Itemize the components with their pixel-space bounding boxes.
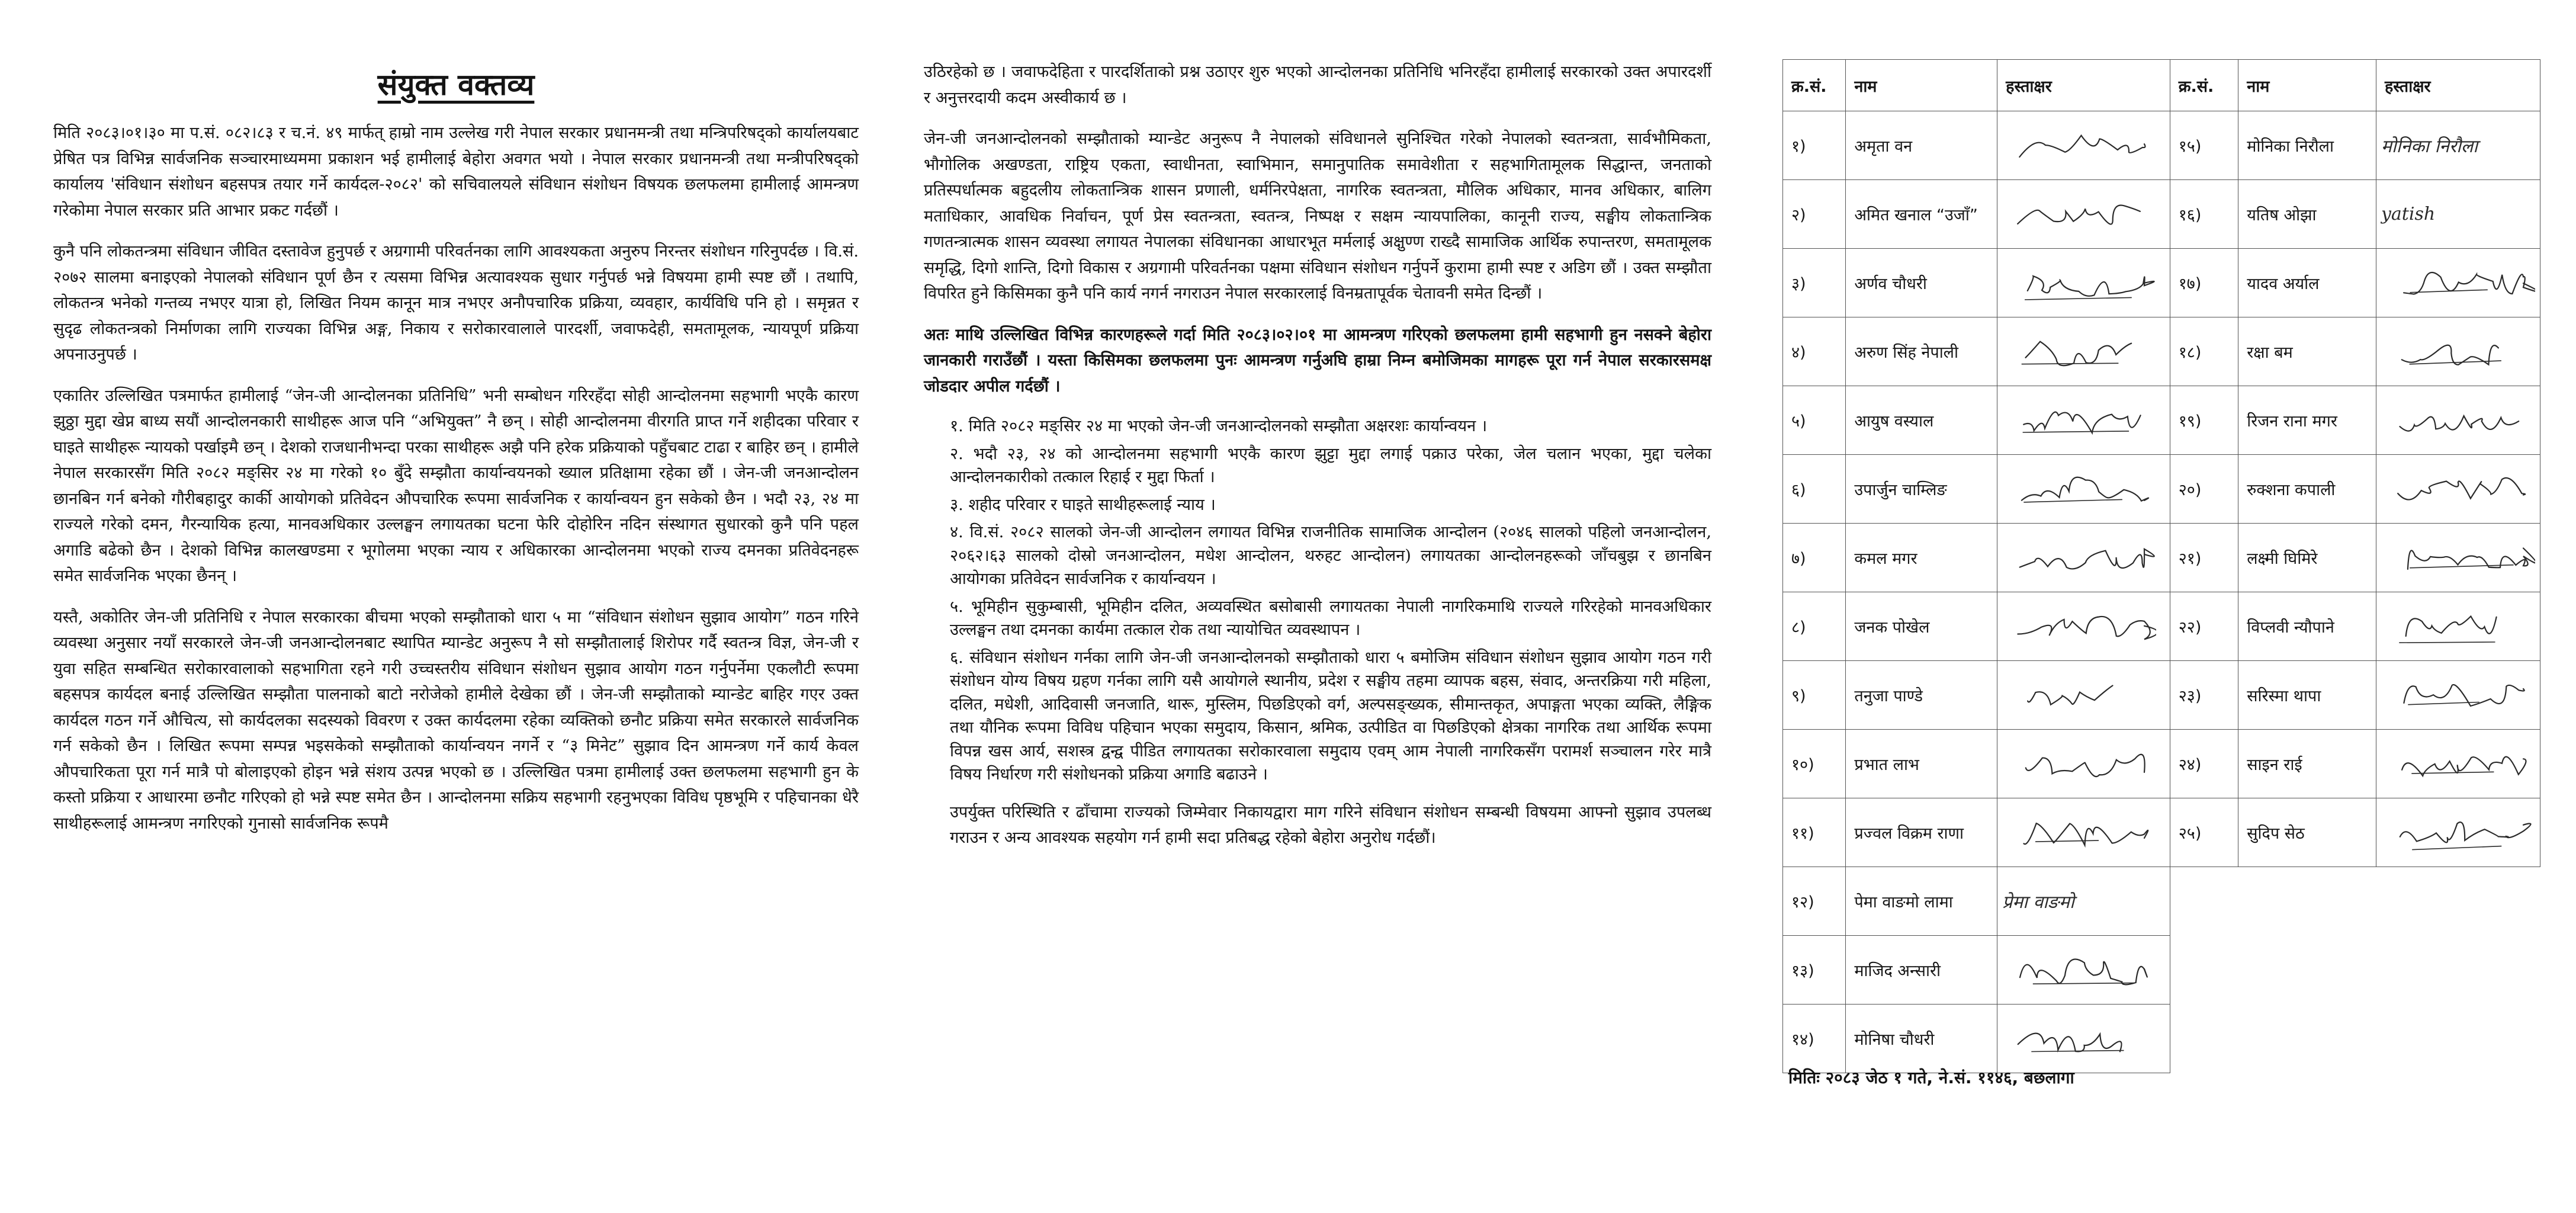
column-1 bbox=[53, 59, 859, 852]
serial-number: १८) bbox=[2170, 317, 2238, 386]
demand-text: भूमिहीन सुकुम्बासी, भूमिहीन दलित, अव्यवस्थित बसोबासी लगायतका नेपाली नागरिकमाथि राज्यले गरिरहेको मानवअधिकार उल्लङ्घन तथा दमनका कार्यमा तत्काल रोक तथा न्यायोचित व्यवस्थापन । bbox=[950, 597, 1711, 639]
signature-image bbox=[2381, 740, 2535, 788]
signatory-name: माजिद अन्सारी bbox=[1846, 936, 1997, 1005]
signatory-name: अरुण सिंह नेपाली bbox=[1846, 317, 1997, 386]
paragraph-6: जेन-जी जनआन्दोलनको सम्झौताको म्यान्डेट अनुरूप नै नेपालको संविधानले सुनिश्चित गरेको नेपालको स्वतन्त्रता, सार्वभौमिकता, भौगोलिक अखण्डता, राष्ट्रिय एकता, स्वाधीनता, स्वाभिमान, समानुपातिक समावेशीता र सहभागितामूलक सिद्धान्त, जनताको प्रतिस्पर्धात्मक बहुदलीय लोकतान्त्रिक शासन प्रणाली, धर्मनिरपेक्षता, नागरिक स्वतन्त्रता, मौलिक अधिकार, मानव अधिकार, बालिग मताधिकार, आवधिक निर्वाचन, पूर्ण प्रेस स्वतन्त्रता, स्वतन्त्र, निष्पक्ष र सक्षम न्यायपालिका, कानूनी राज्य, सङ्घीय लोकतान्त्रिक गणतन्त्रात्मक शासन व्यवस्था लगायत नेपालका संविधानका आधारभूत मर्मलाई अक्षुण्ण राख्दै सामाजिक आर्थिक रुपान्तरण, समतामूलक समृद्धि, दिगो शान्ति, दिगो विकास र अग्रगामी परिवर्तनका पक्षमा संविधान संशोधन गर्नुपर्ने कुरामा हामी स्पष्ट र अडिग छौं । उक्त सम्झौता विपरित हुने किसिमका कुनै पनि कार्य नगर्न नगराउन नेपाल सरकारलाई विनम्रतापूर्वक चेतावनी समेत दिन्छौं । bbox=[924, 130, 1711, 303]
table-header-row bbox=[1783, 60, 2540, 111]
signature-cell bbox=[2376, 317, 2540, 386]
demands-list bbox=[924, 415, 1711, 787]
serial-number: ६) bbox=[1783, 455, 1846, 524]
header-sn: क्र.सं. bbox=[2170, 60, 2238, 111]
serial-number: १९) bbox=[2170, 386, 2238, 455]
signatory-name: अमृता वन bbox=[1846, 111, 1997, 180]
signature-image bbox=[2002, 122, 2156, 169]
signature-cell bbox=[1997, 867, 2170, 936]
signature-image bbox=[2381, 534, 2535, 582]
signature-cell bbox=[1997, 798, 2170, 867]
signatory-name: यादव अर्याल bbox=[2238, 249, 2376, 317]
demand-item bbox=[950, 415, 1711, 438]
signature-image bbox=[2002, 946, 2156, 994]
signatory-name: पेमा वाङमो लामा bbox=[1846, 867, 1997, 936]
header-sn: क्र.सं. bbox=[1783, 60, 1846, 111]
signature-image bbox=[2002, 603, 2156, 650]
signature-cell bbox=[1997, 180, 2170, 249]
signature-image bbox=[2381, 603, 2535, 650]
empty-cell bbox=[2376, 936, 2540, 1005]
demand-item bbox=[950, 646, 1711, 787]
signature-cell bbox=[2376, 524, 2540, 592]
demand-item bbox=[950, 493, 1711, 517]
serial-number: १३) bbox=[1783, 936, 1846, 1005]
signatory-name: तनुजा पाण्डे bbox=[1846, 661, 1997, 730]
paragraph-1: मिति २०८३।०१।३० मा प.सं. ०८२।८३ र च.नं. ४९ मार्फत् हाम्रो नाम उल्लेख गरी नेपाल सरकार प्रधानमन्त्री तथा मन्त्रिपरिषद्‌को कार्यालयबाट प्रेषित पत्र विभिन्न सार्वजनिक सञ्चारमाध्यममा प्रकाशन भई हामीलाई बेहोरा अवगत भयो । नेपाल सरकार प्रधानमन्त्री तथा मन्त्रीपरिषद्‌को कार्यालय 'संविधान संशोधन बहसपत्र तयार गर्ने कार्यदल-२०८२' को सचिवालयले संविधान संशोधन विषयक छलफलमा हामीलाई आमन्त्रण गरेकोमा नेपाल सरकार प्रति आभार प्रकट गर्दछौं । bbox=[53, 124, 859, 220]
serial-number: २१) bbox=[2170, 524, 2238, 592]
signature-image bbox=[2002, 397, 2156, 444]
signature-image bbox=[2002, 191, 2156, 238]
signature-image bbox=[2002, 672, 2156, 719]
signature-cell bbox=[1997, 524, 2170, 592]
signatory-name: रक्षा बम bbox=[2238, 317, 2376, 386]
serial-number: ४) bbox=[1783, 317, 1846, 386]
demand-number: १. bbox=[950, 417, 963, 435]
signatory-name: अमित खनाल “उजाँ” bbox=[1846, 180, 1997, 249]
serial-number: २३) bbox=[2170, 661, 2238, 730]
signature-image bbox=[2002, 809, 2156, 856]
signature-cell bbox=[1997, 730, 2170, 798]
serial-number: १४) bbox=[1783, 1005, 1846, 1073]
signature-cell bbox=[1997, 661, 2170, 730]
signatory-name: यतिष ओझा bbox=[2238, 180, 2376, 249]
signatory-name: सरिस्मा थापा bbox=[2238, 661, 2376, 730]
table-row bbox=[1783, 111, 2540, 180]
signature-cell bbox=[1997, 386, 2170, 455]
signatory-name: जनक पोखेल bbox=[1846, 592, 1997, 661]
signatory-name: उपार्जुन चाम्लिङ bbox=[1846, 455, 1997, 524]
demand-item bbox=[950, 595, 1711, 642]
signature-image bbox=[2002, 1015, 2156, 1063]
demand-number: ६. bbox=[950, 648, 963, 667]
signatory-name: प्रज्वल विक्रम राणा bbox=[1846, 798, 1997, 867]
serial-number: ८) bbox=[1783, 592, 1846, 661]
header-signature: हस्ताक्षर bbox=[1997, 60, 2170, 111]
signatory-name: लक्ष्मी घिमिरे bbox=[2238, 524, 2376, 592]
signatory-name: आयुष वस्याल bbox=[1846, 386, 1997, 455]
signature-cell bbox=[1997, 1005, 2170, 1073]
serial-number: १६) bbox=[2170, 180, 2238, 249]
signature-cell bbox=[1997, 111, 2170, 180]
signature-cell bbox=[2376, 180, 2540, 249]
demand-item bbox=[950, 521, 1711, 591]
signatory-name: मोनिषा चौधरी bbox=[1846, 1005, 1997, 1073]
table-row bbox=[1783, 386, 2540, 455]
empty-cell bbox=[2238, 867, 2376, 936]
empty-cell bbox=[2238, 936, 2376, 1005]
signature-image bbox=[2002, 328, 2156, 376]
column-2 bbox=[924, 59, 1711, 867]
serial-number: ३) bbox=[1783, 249, 1846, 317]
signature-cell bbox=[1997, 249, 2170, 317]
signatory-name: साइन राई bbox=[2238, 730, 2376, 798]
table-row bbox=[1783, 730, 2540, 798]
paragraph-2: कुनै पनि लोकतन्त्रमा संविधान जीवित दस्तावेज हुनुपर्छ र अग्रगामी परिवर्तनका लागि आवश्यकता अनुरुप निरन्तर संशोधन गरिनुपर्दछ । वि.सं. २०७२ सालमा बनाइएको नेपालको संविधान पूर्ण छैन र त्यसमा विभिन्न अत्यावश्यक सुधार गर्नुपर्छ भन्ने विषयमा हामी स्पष्ट छौं । तथापि, लोकतन्त्र भनेको गन्तव्य नभएर यात्रा हो, लिखित नियम कानून मात्र नभएर अनौपचारिक प्रक्रिया, व्यवहार, कार्यविधि पनि हो । समृन्नत र सुदृढ लोकतन्त्रको निर्माणका लागि राज्यका विभिन्न अङ्ग, निकाय र सरोकारवालाले पारदर्शी, जवाफदेही, समतामूलक, न्यायपूर्ण प्रक्रिया अपनाउनुपर्छ । bbox=[53, 242, 859, 364]
demand-number: २. bbox=[950, 444, 963, 463]
table-row bbox=[1783, 592, 2540, 661]
serial-number: ७) bbox=[1783, 524, 1846, 592]
demand-text: मिति २०८२ मङ्सिर २४ मा भएको जेन-जी जनआन्दोलनको सम्झौता अक्षरशः कार्यान्वयन । bbox=[968, 417, 1488, 435]
paragraph-5: उठिरहेको छ । जवाफदेहिता र पारदर्शिताको प्रश्न उठाएर शुरु भएको आन्दोलनका प्रतिनिधि भनिरहँदा हामीलाई सरकारको उक्त अपारदर्शी र अनुत्तरदायी कदम अस्वीकार्य छ । bbox=[924, 63, 1711, 107]
table-row bbox=[1783, 317, 2540, 386]
signature-cell bbox=[2376, 455, 2540, 524]
signature-handwritten: yatish bbox=[2381, 204, 2436, 224]
signature-cell bbox=[2376, 661, 2540, 730]
serial-number: ९) bbox=[1783, 661, 1846, 730]
demand-text: वि.सं. २०८२ सालको जेन-जी आन्दोलन लगायत विभिन्न राजनीतिक सामाजिक आन्दोलन (२०४६ सालको पहिलो जनआन्दोलन, २०६२।६३ सालको दोस्रो जनआन्दोलन, मधेश आन्दोलन, थरुहट आन्दोलन) लगायतका आन्दोलनहरूको जाँचबुझ र छानबिन आयोगका प्रतिवेदन सार्वजनिक र कार्यान्वयन । bbox=[950, 523, 1711, 588]
demand-number: ३. bbox=[950, 495, 963, 514]
empty-cell bbox=[2170, 936, 2238, 1005]
signatory-name: सुदिप सेठ bbox=[2238, 798, 2376, 867]
serial-number: २४) bbox=[2170, 730, 2238, 798]
empty-cell bbox=[2170, 867, 2238, 936]
signature-cell bbox=[1997, 592, 2170, 661]
signature-cell bbox=[2376, 386, 2540, 455]
table-row bbox=[1783, 180, 2540, 249]
signature-image bbox=[2381, 809, 2535, 856]
paragraph-3: एकातिर उल्लिखित पत्रमार्फत हामीलाई “जेन-जी आन्दोलनका प्रतिनिधि” भनी सम्बोधन गरिरहँदा सोही आन्दोलनमा सहभागी भएकै कारण झुठ्ठा मुद्दा खेप्न बाध्य सयौं आन्दोलनकारी साथीहरू आज पनि “अभियुक्त” नै छन् । सोही आन्दोलनमा वीरगति प्राप्त गर्ने शहीदका परिवार र घाइते साथीहरू न्यायको पर्खाइमै छन् । देशको राजधानीभन्दा परका साथीहरू अझै पनि हरेक प्रक्रियाको पहुँचबाट टाढा र बाहिर छन् । हामीले नेपाल सरकारसँग मिति २०८२ मङ्सिर २४ मा गरेको १० बुँदे सम्झौता कार्यान्वयनको ख्याल प्रतिक्षामा रहेका छौं । जेन-जी जनआन्दोलन छानबिन गर्न बनेको गौरीबहादुर कार्की आयोगको प्रतिवेदन औपचारिक रूपमा सार्वजनिक र कार्यान्वयन हुन सकेको छैन । भदौ २३, २४ मा राज्यले गरेको दमन, गैरन्यायिक हत्या, मानवअधिकार उल्लङ्घन लगायतका घटना फेरि दोहोरिन नदिन संस्थागत सुधारको कुनै पनि पहल अगाडि बढेको छैन । देशको विभिन्न कालखण्डमा र भूगोलमा भएका न्याय र अधिकारका आन्दोलनमा भएको राज्य दमनका प्रतिवेदनहरू समेत सार्वजनिक भएका छैनन् । bbox=[53, 386, 859, 585]
demand-number: ४. bbox=[950, 523, 963, 541]
signatory-name: कमल मगर bbox=[1846, 524, 1997, 592]
signatory-name: अर्णव चौधरी bbox=[1846, 249, 1997, 317]
column-3 bbox=[1782, 59, 2540, 1087]
serial-number: १) bbox=[1783, 111, 1846, 180]
signature-handwritten: मोनिका निरौला bbox=[2381, 136, 2478, 157]
signature-image bbox=[2002, 259, 2156, 307]
demand-text: संविधान संशोधन गर्नका लागि जेन-जी जनआन्दोलनको सम्झौताको धारा ५ बमोजिम संविधान संशोधन सुझाव आयोग गठन गरी संशोधन योग्य विषय ग्रहण गर्नका लागि यसै आयोगले स्थानीय, प्रदेश र सङ्घीय तहमा व्यापक बहस, संवाद, अन्तरक्रिया गरी महिला, दलित, मधेशी, आदिवासी जनजाति, थारू, मुस्लिम, पिछडिएको वर्ग, अल्पसङ्ख्यक, सीमान्तकृत, अपाङ्गता भएका व्यक्ति, लैङ्गिक तथा यौनिक रूपमा विविध पहिचान भएका समुदाय, किसान, श्रमिक, उत्पीडित वा पिछडिएको क्षेत्रका नागरिक तथा आर्थिक रूपमा विपन्न खस आर्य, सशस्त्र द्वन्द्व पीडित लगायतका सरोकारवाला समुदाय एवम् आम नेपाली नागरिकसँग परामर्श सञ्चालन गरेर मात्रै विषय निर्धारण गरी संशोधनको प्रक्रिया अगाडि बढाउने । bbox=[950, 648, 1711, 784]
serial-number: २) bbox=[1783, 180, 1846, 249]
table-row bbox=[1783, 661, 2540, 730]
signature-image bbox=[2381, 259, 2535, 307]
demand-item bbox=[950, 442, 1711, 489]
signature-image bbox=[2002, 740, 2156, 788]
paragraph-4: यस्तै, अकोतिर जेन-जी प्रतिनिधि र नेपाल सरकारका बीचमा भएको सम्झौताको धारा ५ मा “संविधान संशोधन सुझाव आयोग” गठन गरिने व्यवस्था अनुसार नयाँ सरकारले जेन-जी जनआन्दोलनबाट स्थापित म्यान्डेट अनुरूप नै सो सम्झौतालाई शिरोपर गर्दै स्वतन्त्र विज्ञ, जेन-जी र युवा सहित सम्बन्धित सरोकारवालाको सहभागिता रहने गरी उच्चस्तरीय संविधान संशोधन सुझाव आयोग गठन गर्नुपर्नेमा एकलौटी रूपमा बहसपत्र कार्यदल बनाई उल्लिखित सम्झौता पालनाको बाटो नरोजेको हामीले देखेका छौं । जेन-जी सम्झौताको म्यान्डेट बाहिर गएर उक्त कार्यदल गठन गर्ने औचित्य, सो कार्यदलका सदस्यको विवरण र उक्त कार्यदलमा रहेका व्यक्तिको छनौट प्रक्रिया समेत सरकारले सार्वजनिक गर्न सकेको छैन । लिखित रूपमा सम्पन्न भइसकेको सम्झौताको कार्यान्वयन नगर्ने र “३ मिनेट” सुझाव दिन आमन्त्रण गर्ने कार्य केवल औपचारिकता पूरा गर्न मात्रै पो बोलाइएको होइन भन्ने संशय उत्पन्न भएको छ । उल्लिखित पत्रमा हामीलाई उक्त छलफलमा सहभागी हुन के कस्तो प्रक्रिया र आधारमा छनौट गरिएको हो भन्ने स्पष्ट समेत छैन । आन्दोलनमा सक्रिय सहभागी रहनुभएका विविध पृष्ठभूमि र पहिचानका धेरै साथीहरूलाई आमन्त्रण नगरिएको गुनासो सार्वजनिक रूपमै bbox=[53, 608, 859, 833]
table-row bbox=[1783, 798, 2540, 867]
signature-handwritten: प्रेमा वाङमो bbox=[2002, 892, 2074, 913]
signature-image bbox=[2381, 466, 2535, 513]
signature-cell bbox=[2376, 730, 2540, 798]
signatory-name: रुक्शना कपाली bbox=[2238, 455, 2376, 524]
signature-image bbox=[2381, 328, 2535, 376]
serial-number: २२) bbox=[2170, 592, 2238, 661]
empty-cell bbox=[2238, 1005, 2376, 1073]
date-line: मितिः २०८३ जेठ १ गते, ने.सं. ११४६, बछलागा bbox=[1788, 1068, 2074, 1087]
serial-number: ५) bbox=[1783, 386, 1846, 455]
table-row bbox=[1783, 867, 2540, 936]
empty-cell bbox=[2376, 867, 2540, 936]
table-row bbox=[1783, 249, 2540, 317]
signatories-body bbox=[1783, 111, 2540, 1073]
document-title: संयुक्त वक्तव्य bbox=[377, 67, 535, 102]
empty-cell bbox=[2376, 1005, 2540, 1073]
signatory-name: रिजन राना मगर bbox=[2238, 386, 2376, 455]
serial-number: २०) bbox=[2170, 455, 2238, 524]
signature-image bbox=[2002, 534, 2156, 582]
signature-image bbox=[2381, 672, 2535, 719]
signature-image bbox=[2002, 466, 2156, 513]
serial-number: १५) bbox=[2170, 111, 2238, 180]
demand-text: भदौ २३, २४ को आन्दोलनमा सहभागी भएकै कारण झुट्टा मुद्दा लगाई पक्राउ परेका, जेल चलान भएका, मुद्दा चलेका आन्दोलनकारीको तत्काल रिहाई र मुद्दा फिर्ता । bbox=[950, 444, 1711, 486]
signatory-name: विप्लवी न्यौपाने bbox=[2238, 592, 2376, 661]
signatory-name: मोनिका निरौला bbox=[2238, 111, 2376, 180]
serial-number: १०) bbox=[1783, 730, 1846, 798]
signature-cell bbox=[1997, 317, 2170, 386]
serial-number: १२) bbox=[1783, 867, 1846, 936]
empty-cell bbox=[2170, 1005, 2238, 1073]
signature-cell bbox=[1997, 936, 2170, 1005]
signature-image bbox=[2381, 397, 2535, 444]
table-row bbox=[1783, 936, 2540, 1005]
table-row bbox=[1783, 455, 2540, 524]
signature-cell bbox=[2376, 798, 2540, 867]
appeal-paragraph: अतः माथि उल्लिखित विभिन्न कारणहरूले गर्दा मिति २०८३।०२।०१ मा आमन्त्रण गरिएको छलफलमा हामी सहभागी हुन नसक्ने बेहोरा जानकारी गराउँछौं । यस्ता किसिमका छलफलमा पुनः आमन्त्रण गर्नुअघि हाम्रा निम्न बमोजिमका मागहरू पूरा गर्न नेपाल सरकारसमक्ष जोडदार अपील गर्दछौं । bbox=[924, 325, 1711, 396]
header-name: नाम bbox=[2238, 60, 2376, 111]
table-row bbox=[1783, 1005, 2540, 1073]
table-row bbox=[1783, 524, 2540, 592]
signature-cell bbox=[1997, 455, 2170, 524]
signatory-name: प्रभात लाभ bbox=[1846, 730, 1997, 798]
serial-number: १७) bbox=[2170, 249, 2238, 317]
demand-number: ५. bbox=[950, 597, 963, 616]
closing-paragraph: उपर्युक्त परिस्थिति र ढाँचामा राज्यको जिम्मेवार निकायद्वारा माग गरिने संविधान संशोधन सम्बन्धी विषयमा आफ्नो सुझाव उपलब्ध गराउन र अन्य आवश्यक सहयोग गर्न हामी सदा प्रतिबद्ध रहेको बेहोरा अनुरोध गर्दछौं। bbox=[950, 803, 1711, 847]
signatories-table bbox=[1782, 59, 2540, 1073]
serial-number: २५) bbox=[2170, 798, 2238, 867]
signature-cell bbox=[2376, 592, 2540, 661]
header-name: नाम bbox=[1846, 60, 1997, 111]
demand-text: शहीद परिवार र घाइते साथीहरूलाई न्याय । bbox=[968, 495, 1216, 514]
header-signature: हस्ताक्षर bbox=[2376, 60, 2540, 111]
serial-number: ११) bbox=[1783, 798, 1846, 867]
signature-cell bbox=[2376, 249, 2540, 317]
signature-cell bbox=[2376, 111, 2540, 180]
